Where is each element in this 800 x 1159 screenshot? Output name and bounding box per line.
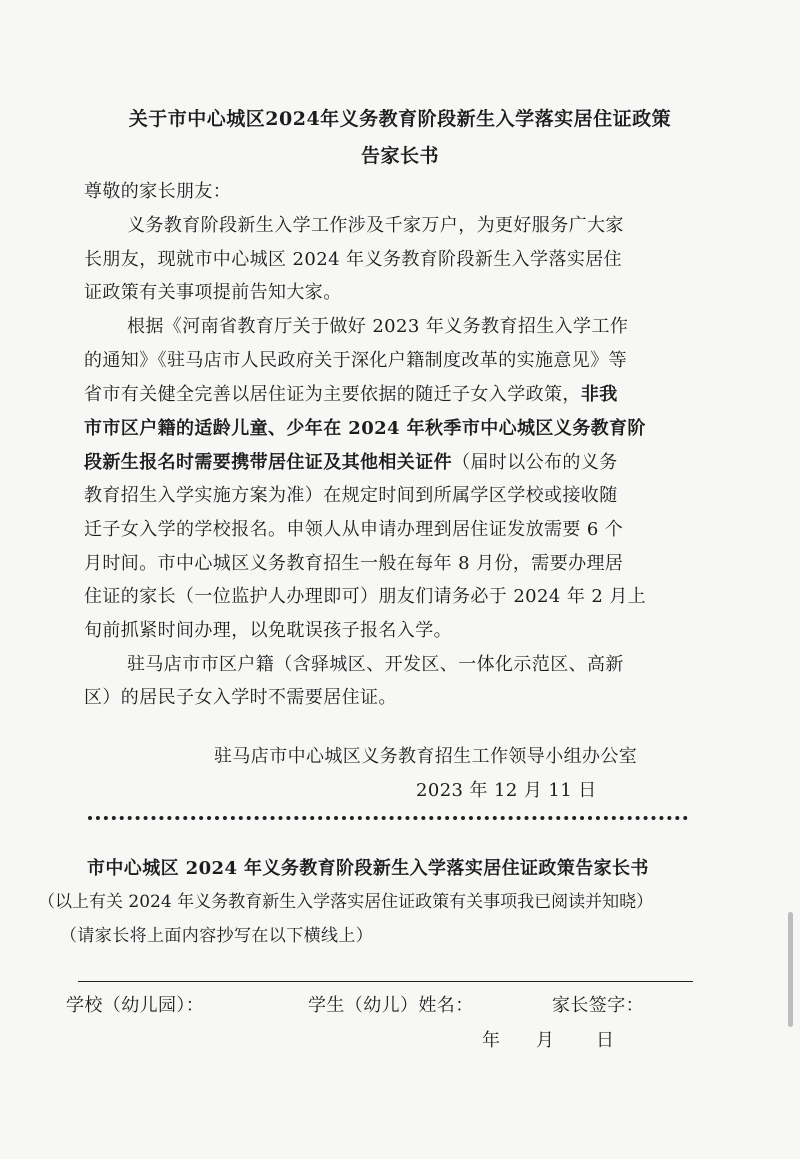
paragraph-2-line-8: 月时间。市中心城区义务教育招生一般在每年 8 月份，需要办理居 (84, 553, 624, 574)
receipt-note-2: （请家长将上面内容抄写在以下横线上） (60, 926, 374, 946)
school-label: 学校（幼儿园）： (66, 995, 205, 1016)
signature-org: 驻马店市中心城区义务教育招生工作领导小组办公室 (214, 746, 638, 767)
paragraph-2-line-4-bold: 市市区户籍的适龄儿童、少年在 2024 年秋季市中心城区义务教育阶 (84, 418, 646, 439)
paragraph-2-line-1: 根据《河南省教育厅关于做好 2023 年义务教育招生入学工作 (127, 316, 629, 337)
copy-writing-line[interactable] (78, 981, 693, 982)
paragraph-1-line-3: 证政策有关事项提前告知大家。 (84, 282, 342, 303)
paragraph-2-line-3-bold: 非我 (580, 384, 618, 405)
date-day-label: 日 (596, 1030, 615, 1051)
paragraph-1-line-1: 义务教育阶段新生入学工作涉及千家万户，为更好服务广大家 (127, 215, 624, 236)
paragraph-2-line-5-text: （届时以公布的义务 (452, 452, 618, 473)
paragraph-3-line-2: 区）的居民子女入学时不需要居住证。 (84, 687, 397, 708)
signature-date: 2023 年 12 月 11 日 (416, 780, 597, 801)
paragraph-2-line-5 (84, 448, 618, 474)
date-month-label: 月 (536, 1030, 555, 1051)
paragraph-2-line-3 (84, 380, 618, 406)
paragraph-2-line-6: 教育招生入学实施方案为准）在规定时间到所属学区学校或接收随 (84, 485, 618, 506)
letter-title-line1: 关于市中心城区2024年义务教育阶段新生入学落实居住证政策 (128, 108, 672, 130)
scrollbar-thumb[interactable] (788, 912, 793, 1027)
paragraph-3-line-1: 驻马店市市区户籍（含驿城区、开发区、一体化示范区、高新 (127, 654, 624, 675)
salutation: 尊敬的家长朋友： (84, 181, 232, 202)
cut-line-divider (88, 816, 688, 820)
paragraph-1-line-2: 长朋友，现就市中心城区 2024 年义务教育阶段新生入学落实居住 (84, 249, 623, 270)
letter-title-line2: 告家长书 (360, 145, 439, 167)
student-name-label: 学生（幼儿）姓名： (308, 995, 474, 1016)
paragraph-2-line-5-bold: 段新生报名时需要携带居住证及其他相关证件 (84, 452, 452, 473)
receipt-note-1: （以上有关 2024 年义务教育新生入学落实居住证政策有关事项我已阅读并知晓） (38, 892, 654, 912)
paragraph-2-line-2: 的通知》《驻马店市人民政府关于深化户籍制度改革的实施意见》等 (84, 350, 627, 371)
paragraph-2-line-3-text: 省市有关健全完善以居住证为主要依据的随迁子女入学政策， (84, 384, 581, 405)
paragraph-2-line-9: 住证的家长（一位监护人办理即可）朋友们请务必于 2024 年 2 月上 (84, 586, 647, 607)
paragraph-2-line-7: 迁子女入学的学校报名。申领人从申请办理到居住证发放需要 6 个 (84, 519, 624, 540)
receipt-title: 市中心城区 2024 年义务教育阶段新生入学落实居住证政策告家长书 (87, 858, 649, 879)
parent-signature-label: 家长签字： (552, 995, 644, 1016)
paragraph-2-line-10: 旬前抓紧时间办理，以免耽误孩子报名入学。 (84, 620, 452, 641)
date-year-label: 年 (482, 1030, 501, 1051)
